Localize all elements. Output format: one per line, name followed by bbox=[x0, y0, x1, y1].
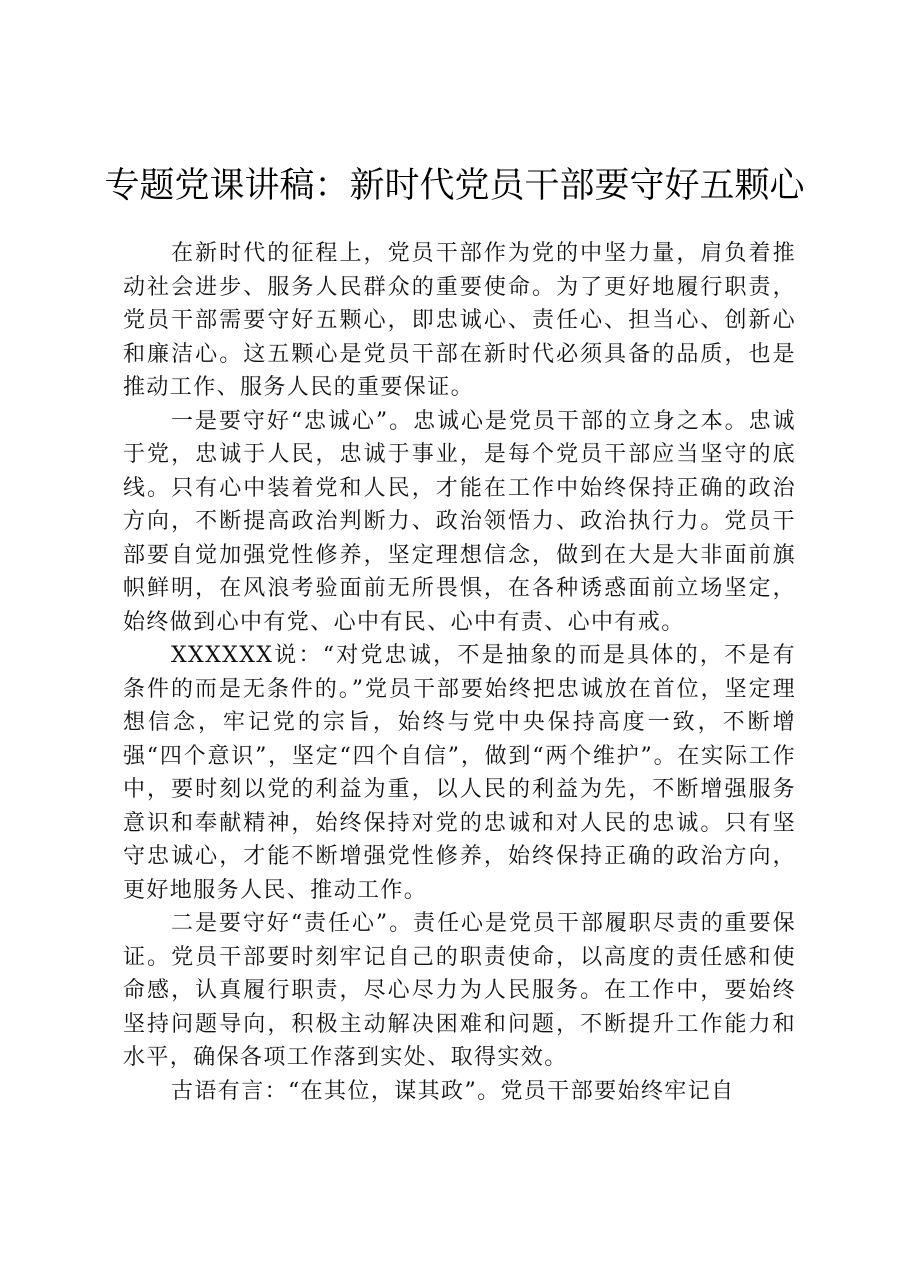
paragraph-intro: 在新时代的征程上，党员干部作为党的中坚力量，肩负着推动社会进步、服务人民群众的重要使命。为了更好地履行职责，党员干部需要守好五颗心，即忠诚心、责任心、担当心、创新心和廉洁心。这五颗心是党员干部在新时代必须具备的品质，也是推动工作、服务人民的重要保证。 bbox=[123, 241, 796, 400]
paragraph-responsibility: 二是要守好“责任心”。责任心是党员干部履职尽责的重要保证。党员干部要时刻牢记自己的职责使命，以高度的责任感和使命感，认真履行职责，尽心尽力为人民服务。在工作中，要始终坚持问题导向，积极主动解决困难和问题，不断提升工作能力和水平，确保各项工作落到实处、取得实效。 bbox=[123, 911, 796, 1070]
paragraph-loyalty-quote: XXXXXX说：“对党忠诚，不是抽象的而是具体的，不是有条件的而是无条件的。”党员干部要始终把忠诚放在首位，坚定理想信念，牢记党的宗旨，始终与党中央保持高度一致，不断增强“四个意识”，坚定“四个自信”，做到“两个维护”。在实际工作中，要时刻以党的利益为重，以人民的利益为先，不断增强服务意识和奉献精神，始终保持对党的忠诚和对人民的忠诚。只有坚守忠诚心，才能不断增强党性修养，始终保持正确的政治方向，更好地服务人民、推动工作。 bbox=[123, 643, 796, 903]
document-body bbox=[123, 237, 796, 1108]
paragraph-loyalty: 一是要守好“忠诚心”。忠诚心是党员干部的立身之本。忠诚于党，忠诚于人民，忠诚于事业，是每个党员干部应当坚守的底线。只有心中装着党和人民，才能在工作中始终保持正确的政治方向，不断提高政治判断力、政治领悟力、政治执行力。党员干部要自觉加强党性修养，坚定理想信念，做到在大是大非面前旗帜鲜明，在风浪考验面前无所畏惧，在各种诱惑面前立场坚定，始终做到心中有党、心中有民、心中有责、心中有戒。 bbox=[123, 408, 796, 635]
paragraph-ancient-saying: 古语有言：“在其位，谋其政”。党员干部要始终牢记自 bbox=[171, 1078, 735, 1104]
document-title: 专题党课讲稿：新时代党员干部要守好五颗心 bbox=[104, 166, 805, 206]
